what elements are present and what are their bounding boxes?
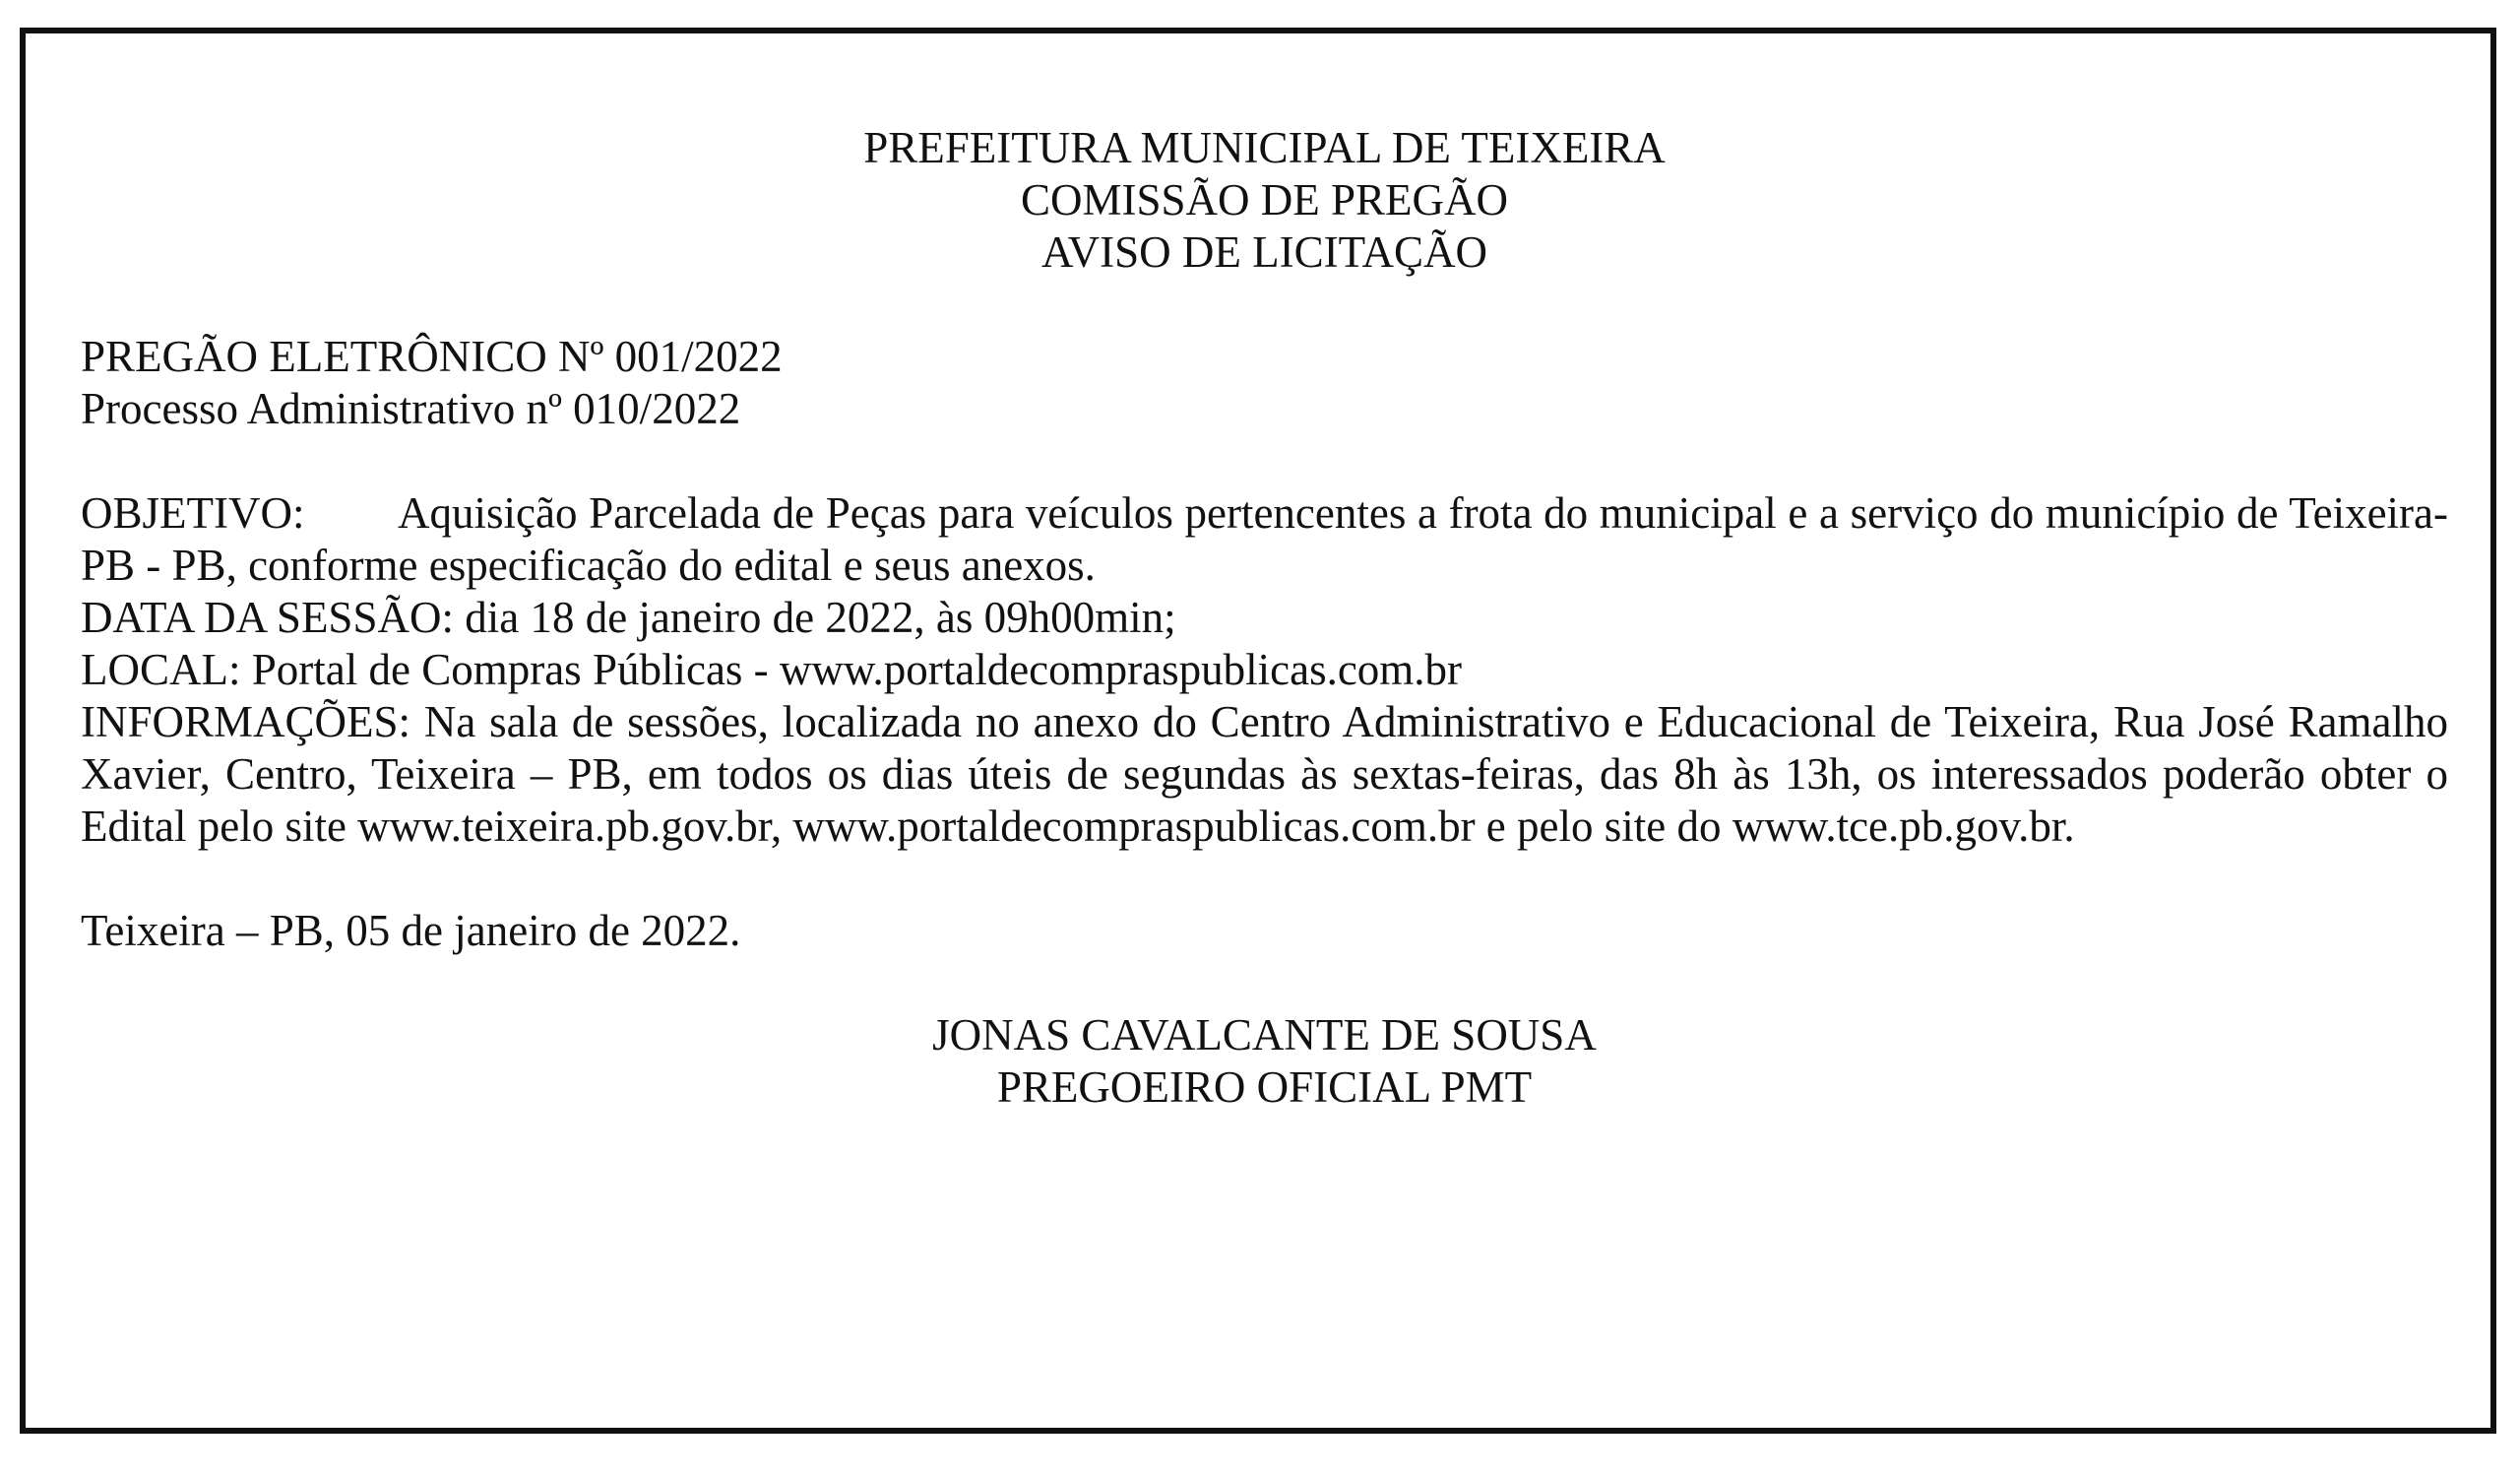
- objetivo-paragraph: [81, 487, 2448, 592]
- processo-number: Processo Administrativo nº 010/2022: [81, 384, 741, 433]
- informacoes-paragraph: INFORMAÇÕES: Na sala de sessões, localizada no anexo do Centro Administrativo e Educacional de Teixeira, Rua José Ramalho Xavier, Centro, Teixeira – PB, em todos os dias úteis de segundas às sextas-feiras, das 8h às 13h, os interessados poderão obter o Edital pelo site www.teixeira.pb.gov.br, www.portaldecompraspublicas.com.br e pelo site do www.tce.pb.gov.br.: [81, 697, 2448, 851]
- signature-block: [81, 1009, 2448, 1114]
- notice-document: [81, 122, 2448, 1114]
- objetivo-text: Aquisição Parcelada de Peças para veículos pertencentes a frota do municipal e a serviço do município de Teixeira-PB - PB, conforme especificação do edital e seus anexos.: [81, 488, 2448, 590]
- header-commission: COMISSÃO DE PREGÃO: [1020, 175, 1509, 225]
- signatory-name: JONAS CAVALCANTE DE SOUSA: [932, 1010, 1597, 1060]
- header-notice-title: AVISO DE LICITAÇÃO: [1040, 227, 1488, 277]
- signatory-title: PREGOEIRO OFICIAL PMT: [996, 1062, 1533, 1112]
- dateline: Teixeira – PB, 05 de janeiro de 2022.: [81, 906, 741, 955]
- sessao-paragraph: DATA DA SESSÃO: dia 18 de janeiro de 2022, às 09h00min;: [81, 593, 1176, 642]
- notice-header: [81, 122, 2448, 279]
- notice-identifiers: [81, 331, 2448, 435]
- objetivo-label: OBJETIVO:: [81, 488, 305, 538]
- local-paragraph: LOCAL: Portal de Compras Públicas - www.portaldecompraspublicas.com.br: [81, 645, 1463, 694]
- header-municipality: PREFEITURA MUNICIPAL DE TEIXEIRA: [863, 123, 1666, 172]
- pregao-number: PREGÃO ELETRÔNICO Nº 001/2022: [81, 332, 783, 381]
- notice-body: [81, 487, 2448, 853]
